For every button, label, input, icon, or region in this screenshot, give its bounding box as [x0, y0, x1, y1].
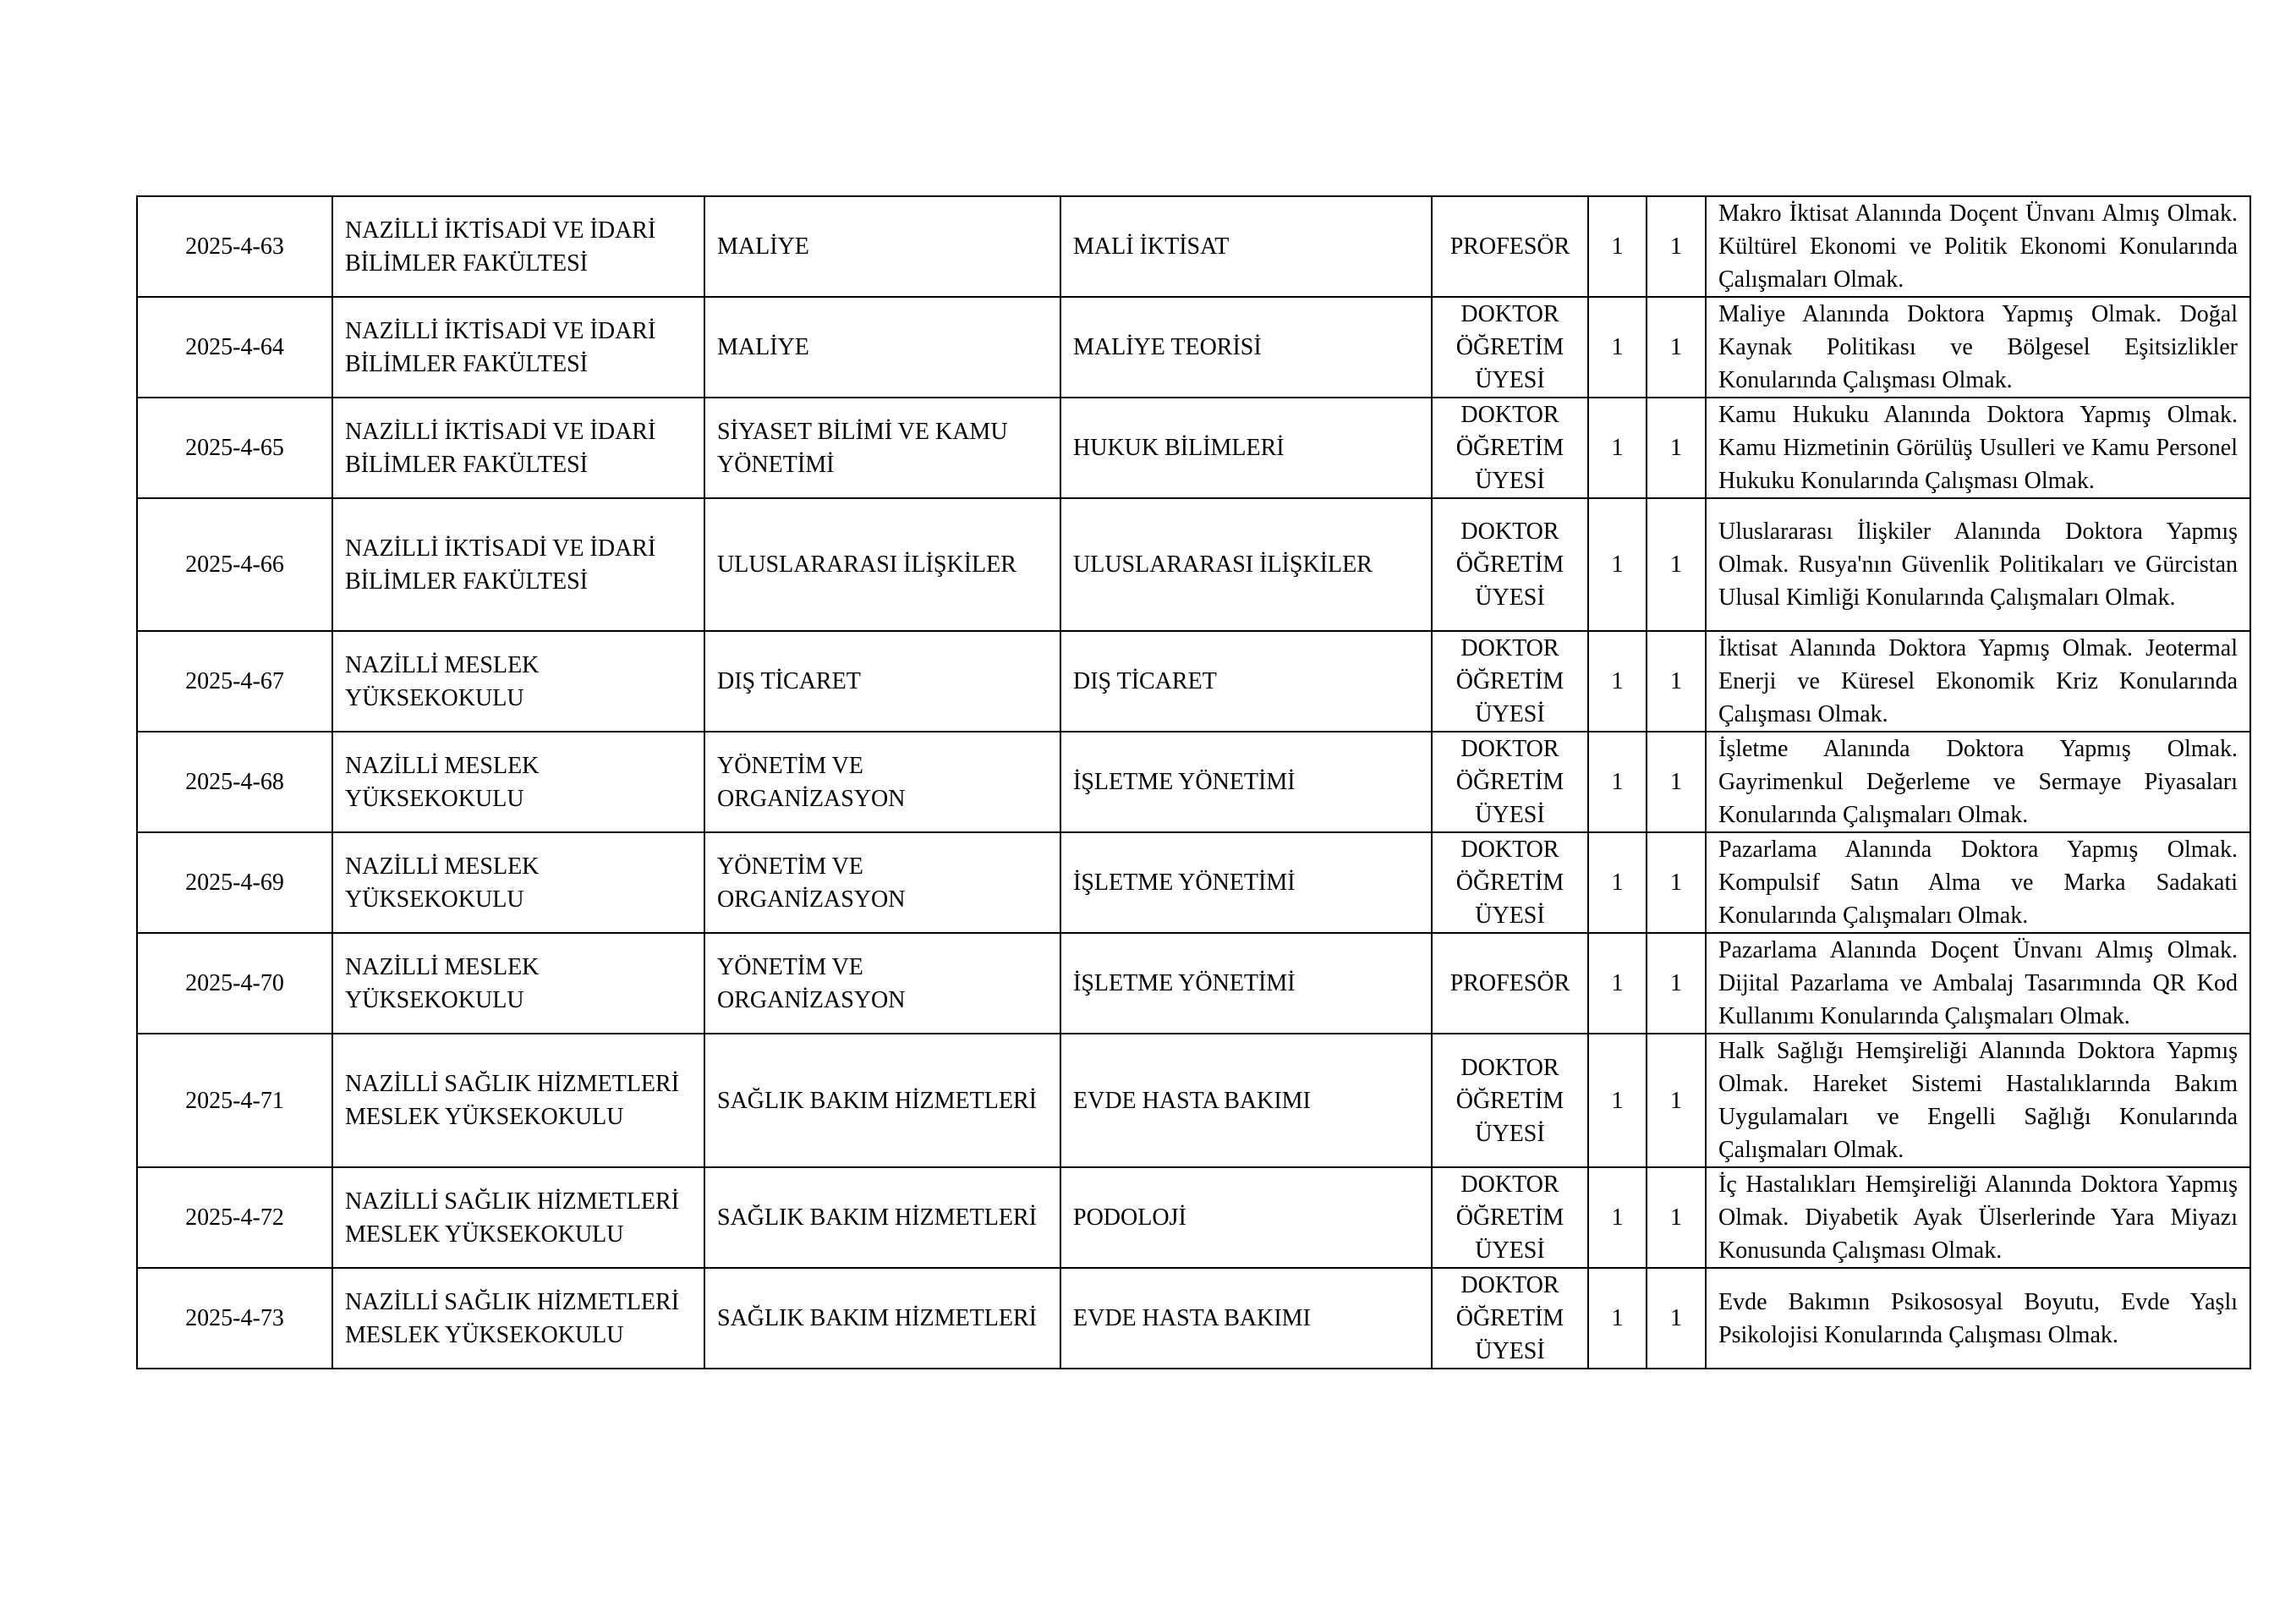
field-cell: EVDE HASTA BAKIMI	[1060, 1268, 1432, 1369]
table-body	[137, 196, 2250, 1369]
count-cell: 1	[1647, 631, 1706, 732]
academic-title-cell: DOKTOR ÖĞRETİM ÜYESİ	[1432, 398, 1588, 498]
count-cell: 1	[1647, 398, 1706, 498]
conditions-cell: Evde Bakımın Psikososyal Boyutu, Evde Yaşlı Psikolojisi Konularında Çalışması Olmak.	[1706, 1268, 2250, 1369]
faculty-unit-cell: NAZİLLİ MESLEK YÜKSEKOKULU	[332, 631, 704, 732]
table-row	[137, 196, 2250, 297]
conditions-cell: Kamu Hukuku Alanında Doktora Yapmış Olmak. Kamu Hizmetinin Görülüş Usulleri ve Kamu Personel Hukuku Konularında Çalışması Olmak.	[1706, 398, 2250, 498]
count-cell: 1	[1588, 631, 1647, 732]
position-code-cell: 2025-4-64	[137, 297, 332, 398]
academic-title-cell: PROFESÖR	[1432, 933, 1588, 1034]
academic-title-cell: DOKTOR ÖĞRETİM ÜYESİ	[1432, 1034, 1588, 1167]
count-cell: 1	[1647, 832, 1706, 933]
count-cell: 1	[1647, 196, 1706, 297]
field-cell: HUKUK BİLİMLERİ	[1060, 398, 1432, 498]
count-cell: 1	[1647, 732, 1706, 832]
count-cell: 1	[1588, 498, 1647, 631]
department-cell: YÖNETİM VE ORGANİZASYON	[704, 732, 1060, 832]
department-cell: MALİYE	[704, 297, 1060, 398]
faculty-unit-cell: NAZİLLİ MESLEK YÜKSEKOKULU	[332, 732, 704, 832]
position-code-cell: 2025-4-67	[137, 631, 332, 732]
count-cell: 1	[1588, 196, 1647, 297]
position-code-cell: 2025-4-69	[137, 832, 332, 933]
academic-title-cell: DOKTOR ÖĞRETİM ÜYESİ	[1432, 498, 1588, 631]
conditions-cell: Makro İktisat Alanında Doçent Ünvanı Almış Olmak. Kültürel Ekonomi ve Politik Ekonomi Konularında Çalışmaları Olmak.	[1706, 196, 2250, 297]
count-cell: 1	[1647, 1034, 1706, 1167]
academic-title-cell: DOKTOR ÖĞRETİM ÜYESİ	[1432, 1167, 1588, 1268]
academic-title-cell: DOKTOR ÖĞRETİM ÜYESİ	[1432, 297, 1588, 398]
faculty-unit-cell: NAZİLLİ İKTİSADİ VE İDARİ BİLİMLER FAKÜLTESİ	[332, 297, 704, 398]
field-cell: ULUSLARARASI İLİŞKİLER	[1060, 498, 1432, 631]
department-cell: SİYASET BİLİMİ VE KAMU YÖNETİMİ	[704, 398, 1060, 498]
faculty-unit-cell: NAZİLLİ MESLEK YÜKSEKOKULU	[332, 933, 704, 1034]
table-row	[137, 398, 2250, 498]
faculty-unit-cell: NAZİLLİ SAĞLIK HİZMETLERİ MESLEK YÜKSEKOKULU	[332, 1268, 704, 1369]
count-cell: 1	[1588, 398, 1647, 498]
faculty-unit-cell: NAZİLLİ SAĞLIK HİZMETLERİ MESLEK YÜKSEKOKULU	[332, 1034, 704, 1167]
academic-title-cell: PROFESÖR	[1432, 196, 1588, 297]
count-cell: 1	[1588, 1034, 1647, 1167]
conditions-cell: İşletme Alanında Doktora Yapmış Olmak. Gayrimenkul Değerleme ve Sermaye Piyasaları Konularında Çalışmaları Olmak.	[1706, 732, 2250, 832]
department-cell: DIŞ TİCARET	[704, 631, 1060, 732]
field-cell: EVDE HASTA BAKIMI	[1060, 1034, 1432, 1167]
count-cell: 1	[1588, 297, 1647, 398]
conditions-cell: Pazarlama Alanında Doçent Ünvanı Almış Olmak. Dijital Pazarlama ve Ambalaj Tasarımında QR Kod Kullanımı Konularında Çalışmaları Olmak.	[1706, 933, 2250, 1034]
position-code-cell: 2025-4-63	[137, 196, 332, 297]
count-cell: 1	[1588, 832, 1647, 933]
conditions-cell: Halk Sağlığı Hemşireliği Alanında Doktora Yapmış Olmak. Hareket Sistemi Hastalıklarında Bakım Uygulamaları ve Engelli Sağlığı Konularında Çalışmaları Olmak.	[1706, 1034, 2250, 1167]
table-row	[137, 832, 2250, 933]
staff-positions-table	[136, 195, 2251, 1369]
department-cell: SAĞLIK BAKIM HİZMETLERİ	[704, 1034, 1060, 1167]
faculty-unit-cell: NAZİLLİ İKTİSADİ VE İDARİ BİLİMLER FAKÜLTESİ	[332, 196, 704, 297]
academic-title-cell: DOKTOR ÖĞRETİM ÜYESİ	[1432, 631, 1588, 732]
faculty-unit-cell: NAZİLLİ İKTİSADİ VE İDARİ BİLİMLER FAKÜLTESİ	[332, 398, 704, 498]
count-cell: 1	[1647, 498, 1706, 631]
count-cell: 1	[1588, 1167, 1647, 1268]
field-cell: İŞLETME YÖNETİMİ	[1060, 933, 1432, 1034]
count-cell: 1	[1647, 1167, 1706, 1268]
position-code-cell: 2025-4-66	[137, 498, 332, 631]
position-code-cell: 2025-4-73	[137, 1268, 332, 1369]
conditions-cell: Uluslararası İlişkiler Alanında Doktora Yapmış Olmak. Rusya'nın Güvenlik Politikaları ve Gürcistan Ulusal Kimliği Konularında Çalışmaları Olmak.	[1706, 498, 2250, 631]
position-code-cell: 2025-4-68	[137, 732, 332, 832]
faculty-unit-cell: NAZİLLİ SAĞLIK HİZMETLERİ MESLEK YÜKSEKOKULU	[332, 1167, 704, 1268]
department-cell: SAĞLIK BAKIM HİZMETLERİ	[704, 1268, 1060, 1369]
field-cell: DIŞ TİCARET	[1060, 631, 1432, 732]
department-cell: MALİYE	[704, 196, 1060, 297]
field-cell: İŞLETME YÖNETİMİ	[1060, 832, 1432, 933]
position-code-cell: 2025-4-70	[137, 933, 332, 1034]
conditions-cell: Maliye Alanında Doktora Yapmış Olmak. Doğal Kaynak Politikası ve Bölgesel Eşitsizlikler Konularında Çalışması Olmak.	[1706, 297, 2250, 398]
table-row	[137, 1268, 2250, 1369]
table-row	[137, 498, 2250, 631]
conditions-cell: İç Hastalıkları Hemşireliği Alanında Doktora Yapmış Olmak. Diyabetik Ayak Ülserlerinde Yara Miyazı Konusunda Çalışması Olmak.	[1706, 1167, 2250, 1268]
count-cell: 1	[1647, 1268, 1706, 1369]
count-cell: 1	[1647, 297, 1706, 398]
table-row	[137, 631, 2250, 732]
conditions-cell: İktisat Alanında Doktora Yapmış Olmak. Jeotermal Enerji ve Küresel Ekonomik Kriz Konularında Çalışması Olmak.	[1706, 631, 2250, 732]
count-cell: 1	[1647, 933, 1706, 1034]
department-cell: SAĞLIK BAKIM HİZMETLERİ	[704, 1167, 1060, 1268]
position-code-cell: 2025-4-65	[137, 398, 332, 498]
table-row	[137, 1167, 2250, 1268]
field-cell: İŞLETME YÖNETİMİ	[1060, 732, 1432, 832]
count-cell: 1	[1588, 1268, 1647, 1369]
conditions-cell: Pazarlama Alanında Doktora Yapmış Olmak. Kompulsif Satın Alma ve Marka Sadakati Konularında Çalışmaları Olmak.	[1706, 832, 2250, 933]
field-cell: PODOLOJİ	[1060, 1167, 1432, 1268]
department-cell: YÖNETİM VE ORGANİZASYON	[704, 933, 1060, 1034]
academic-title-cell: DOKTOR ÖĞRETİM ÜYESİ	[1432, 832, 1588, 933]
field-cell: MALİ İKTİSAT	[1060, 196, 1432, 297]
position-code-cell: 2025-4-72	[137, 1167, 332, 1268]
faculty-unit-cell: NAZİLLİ İKTİSADİ VE İDARİ BİLİMLER FAKÜLTESİ	[332, 498, 704, 631]
academic-title-cell: DOKTOR ÖĞRETİM ÜYESİ	[1432, 1268, 1588, 1369]
academic-title-cell: DOKTOR ÖĞRETİM ÜYESİ	[1432, 732, 1588, 832]
count-cell: 1	[1588, 933, 1647, 1034]
table-row	[137, 732, 2250, 832]
count-cell: 1	[1588, 732, 1647, 832]
position-code-cell: 2025-4-71	[137, 1034, 332, 1167]
table-row	[137, 297, 2250, 398]
department-cell: ULUSLARARASI İLİŞKİLER	[704, 498, 1060, 631]
field-cell: MALİYE TEORİSİ	[1060, 297, 1432, 398]
faculty-unit-cell: NAZİLLİ MESLEK YÜKSEKOKULU	[332, 832, 704, 933]
department-cell: YÖNETİM VE ORGANİZASYON	[704, 832, 1060, 933]
table-row	[137, 933, 2250, 1034]
table-row	[137, 1034, 2250, 1167]
